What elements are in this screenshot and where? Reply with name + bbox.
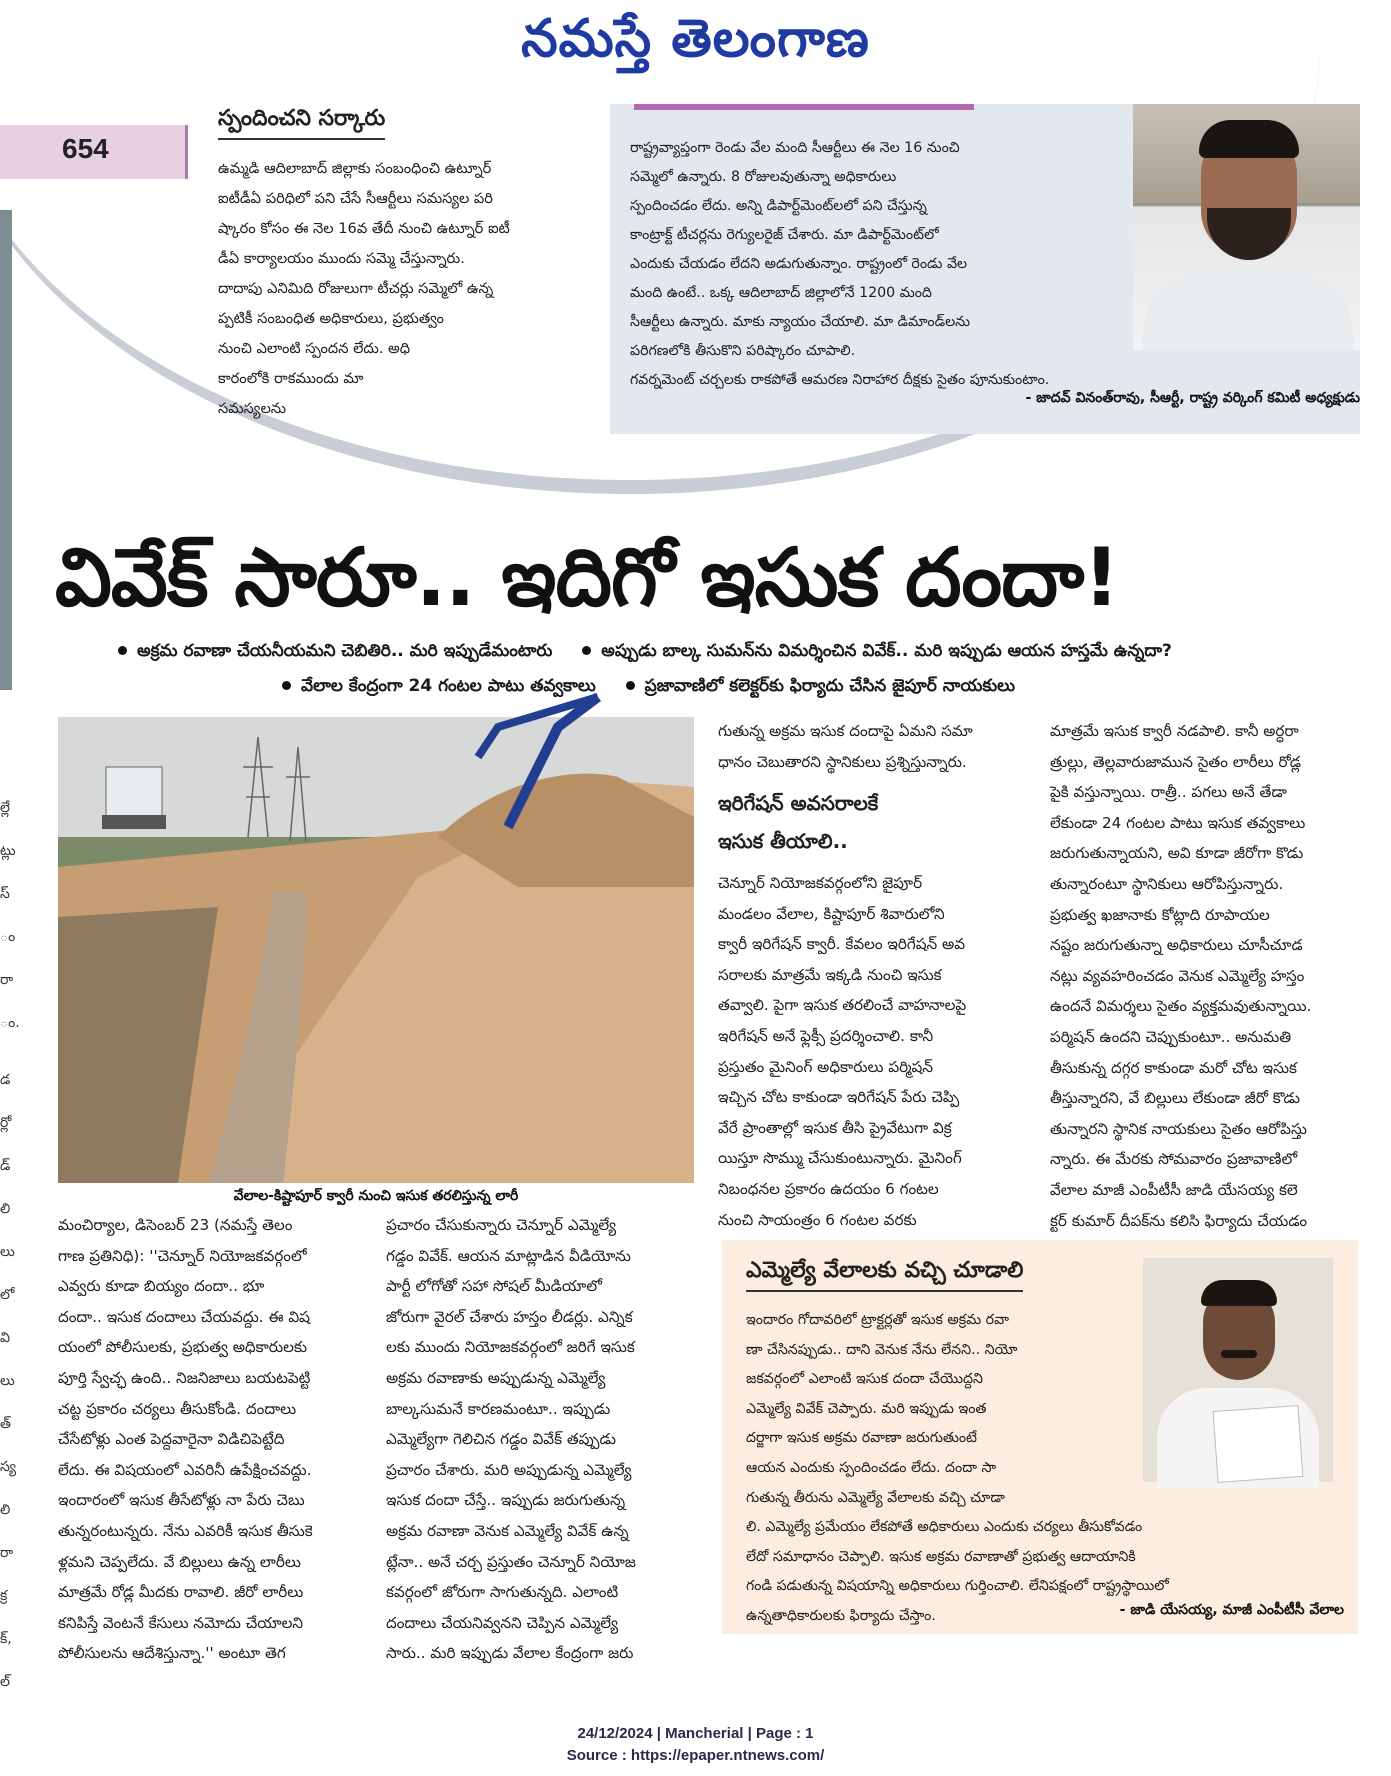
text-line: దర్జాగా ఇసుక అక్రమ రవాణా జరుగుతుంటే xyxy=(746,1430,978,1447)
text-line: గడ్డం వివేక్. ఆయన మాట్లాడిన వీడియోను xyxy=(386,1246,631,1265)
text-line: ఉమ్మడి ఆదిలాబాద్ జిల్లాకు సంబంధించి ఉట్నూర్ xyxy=(218,160,492,177)
subhead: వేలాల కేంద్రంగా 24 గంటల పాటు తవ్వకాలు xyxy=(301,676,596,696)
subheading-line-2: ఇసుక తీయాలి.. xyxy=(718,829,848,853)
bullet-icon xyxy=(118,646,127,655)
text-line: ప్రచారం చేసుకున్నారు చెన్నూర్ ఎమ్మెల్యే xyxy=(386,1216,617,1234)
sliver-glyph: ం. xyxy=(0,1015,20,1031)
text-line: ట్లేనా.. అనే చర్చ ప్రస్తుతం చెన్నూర్ నియోజ xyxy=(386,1552,636,1571)
text-line: సమస్యలను xyxy=(218,400,287,417)
text-line: కవర్గంలో జోరుగా సాగుతున్నది. ఎలాంటి xyxy=(386,1583,619,1602)
text-line: న్నారు. ఈ మేరకు సోమవారం ప్రజావాణిలో xyxy=(1050,1150,1298,1169)
text-line: దందాలు చేయనివ్వనని చెప్పిన ఎమ్మెల్యే xyxy=(386,1613,619,1632)
text-line: ఎవ్వరు కూడా బియ్యం దందా.. భూ xyxy=(58,1277,265,1296)
text-line: నుంచి సాయంత్రం 6 గంటల వరకు xyxy=(718,1210,917,1229)
text-line: చేసేటోళ్లు ఎంత పెద్దవారైనా విడిచిపెట్టేది xyxy=(58,1430,285,1449)
headline: వివేక్ సారూ.. ఇదిగో ఇసుక దందా! xyxy=(55,531,1119,624)
quote-attribution: - జాదవ్ వినంత్‌రావు, సీఆర్టీ, రాష్ట్ర వర్కింగ్ కమిటీ అధ్యక్షుడు xyxy=(1025,390,1360,406)
text-line: అక్రమ రవాణాకు అప్పుడున్న ఎమ్మెల్యే xyxy=(386,1368,606,1387)
quote-line: ఎందుకు చేయడం లేదని అడుగుతున్నాం. రాష్ట్రంలో రెండు వేల xyxy=(630,256,968,272)
text-line: యిస్తూ సొమ్ము చేసుకుంటున్నారు. మైనింగ్ xyxy=(718,1149,962,1168)
sliver-glyph: ల్లే xyxy=(0,800,10,816)
text-line: ఆయన ఎందుకు స్పందించడం లేదు. దందా సా xyxy=(746,1459,997,1476)
text-line: ఐటీడీఏ పరిధిలో పని చేసే సీఆర్టీలు సమస్యల పరి xyxy=(218,190,493,207)
sliver-glyph: త్ xyxy=(0,1416,11,1432)
text-line: మాత్రమే రోడ్ల మీదకు రావాలి. జీరో లారీలు xyxy=(58,1583,304,1602)
subhead: అక్రమ రవాణా చేయనీయమని చెబితిరి.. మరి ఇప్పుడేమంటారు xyxy=(137,641,553,661)
sliver-glyph: క్ర xyxy=(0,1588,8,1604)
sliver-glyph: లు xyxy=(0,1373,15,1389)
quote-body xyxy=(630,134,1135,395)
text-line: పోలీసులను ఆదేశిస్తున్నా.'' అంటూ తెగ xyxy=(58,1644,286,1663)
article-column-1 xyxy=(58,1210,364,1669)
sliver-glyph: ం xyxy=(0,929,16,945)
text-line: లి. ఎమ్మెల్యే ప్రమేయం లేకపోతే అధికారులు ఎందుకు చర్యలు తీసుకోవడం xyxy=(746,1519,1143,1536)
text-line: జరుగుతున్నాయని, అవి కూడా జీరోగా కొడు xyxy=(1050,844,1304,863)
text-line: ష్కారం కోసం ఈ నెల 16వ తేదీ నుంచి ఉట్నూర్ ఐటీ xyxy=(218,220,510,237)
quote-line: సీఆర్టీలు ఉన్నారు. మాకు న్యాయం చేయాలి. మా డిమాండ్‌లను xyxy=(630,314,971,330)
sand-quarry-photo xyxy=(58,717,694,1183)
quote-line: రాష్ట్రవ్యాప్తంగా రెండు వేల మంది సీఆర్టీలు ఈ నెల 16 నుంచి xyxy=(630,140,960,156)
adjacent-photo-sliver xyxy=(0,210,12,690)
quote-line: పరిగణలోకి తీసుకొని పరిష్కారం చూపాలి. xyxy=(630,343,856,359)
text-line: గండి పడుతున్న విషయాన్ని అధికారులు గుర్తించాలి. లేనిపక్షంలో రాష్ట్రస్థాయిలో xyxy=(746,1578,1169,1595)
adjacent-column-sliver xyxy=(0,780,20,1711)
footer-date-line: 24/12/2024 | Mancherial | Page : 1 xyxy=(577,1725,814,1742)
subhead-row-2 xyxy=(282,676,1015,700)
text-line: ణా చేసినప్పుడు.. దాని వెనుక నేను లేనని.. నియో xyxy=(746,1341,1018,1358)
text-line: మాత్రమే ఇసుక క్వారీ నడపాలి. కానీ అర్ధరా xyxy=(1050,722,1299,740)
sliver-glyph: స్య xyxy=(0,1459,17,1475)
subheading-line-1: ఇరిగేషన్ అవసరాలకే xyxy=(718,791,879,815)
text-line: దందా.. ఇసుక దందాలు చేయవద్దు. ఈ విష xyxy=(58,1307,310,1326)
text-line: ప్రచారం చేశారు. మరి అప్పుడున్న ఎమ్మెల్యే xyxy=(386,1460,632,1479)
page-number-tab xyxy=(0,125,188,179)
text-line: లేకుండా 24 గంటల పాటు ఇసుక తవ్వకాలు xyxy=(1050,813,1306,832)
article-column-3-top xyxy=(718,716,1024,777)
sliver-glyph: రా xyxy=(0,972,14,988)
text-line: పైకి వస్తున్నాయి. రాత్రీ.. పగలు అనే తేడా xyxy=(1050,783,1287,802)
sliver-glyph: లి xyxy=(0,1201,11,1217)
text-line: మండలం వేలాల, కిష్టాపూర్ శివారులోని xyxy=(718,904,945,923)
text-line: చట్ట ప్రకారం చర్యలు తీసుకోండి. దందాలు xyxy=(58,1399,297,1418)
text-line: గాణ ప్రతినిధి): ''చెన్నూర్ నియోజకవర్గంలో xyxy=(58,1246,307,1265)
masthead-logo: నమస్తే తెలంగాణ xyxy=(521,8,870,69)
text-line: ఇసుక దందా చేస్తే.. ఇప్పుడు జరుగుతున్న xyxy=(386,1491,626,1510)
text-line: క్టర్ కుమార్ దీపక్‌ను కలిసి ఫిర్యాదు చేయడం xyxy=(1050,1211,1308,1230)
text-line: వేరే ప్రాంతాల్లో ఇసుక తీసి ప్రైవేటుగా విక్ర xyxy=(718,1118,952,1137)
text-line: కారంలోకి రాకముందు మా xyxy=(218,370,364,387)
text-line: ప్రస్తుతం మైనింగ్ అధికారులు పర్మిషన్ xyxy=(718,1057,933,1076)
text-line: తున్నారని స్థానిక నాయకులు సైతం ఆరోపిస్తు xyxy=(1050,1119,1307,1138)
text-line: ఇందారం గోదావరిలో ట్రాక్టర్లతో ఇసుక అక్రమ రవా xyxy=(746,1312,1009,1328)
text-line: యంలో పోలీసులకు, ప్రభుత్వ అధికారులకు xyxy=(58,1338,308,1357)
text-line: ఇరిగేషన్ అనే ఫ్లెక్సీ ప్రదర్శించాలి. కానీ xyxy=(718,1026,934,1045)
text-line: జకవర్గంలో ఎలాంటి ఇసుక దందా చేయొద్దని xyxy=(746,1371,983,1388)
quote-line: మంది ఉంటే.. ఒక్క ఆదిలాబాద్ జిల్లాలోనే 1200 మంది xyxy=(630,285,932,301)
text-line: ఉన్నతాధికారులకు ఫిర్యాదు చేస్తాం. xyxy=(746,1607,936,1624)
sliver-glyph: రా xyxy=(0,1545,14,1561)
text-line: సరాలకు మాత్రమే ఇక్కడి నుంచి ఇసుక xyxy=(718,965,942,984)
article-column-4 xyxy=(1050,716,1356,1267)
bullet-icon xyxy=(626,681,635,690)
quote-panel-header-bar xyxy=(634,104,974,110)
text-line: ఉందనే విమర్శలు సైతం వ్యక్తమవుతున్నాయి. xyxy=(1050,997,1312,1016)
text-line: గుతున్న తీరును ఎమ్మెల్యే వేలాలకు వచ్చి చూడా xyxy=(746,1489,1005,1506)
subhead: అప్పుడు బాల్క సుమన్‌ను విమర్శించిన వివేక్.. మరి ఇప్పుడు ఆయన హస్తమే ఉన్నదా? xyxy=(601,641,1172,661)
article-column-3 xyxy=(718,868,1024,1235)
text-line: ఎమ్మెల్యేగా గెలిచిన గడ్డం వివేక్ తప్పుడు xyxy=(386,1430,616,1449)
text-line: గుతున్న అక్రమ ఇసుక దందాపై ఏమని సమా xyxy=(718,722,973,740)
text-line: తవ్వాలి. పైగా ఇసుక తరలించే వాహనాలపై xyxy=(718,996,967,1015)
section-heading: స్పందించని సర్కారు xyxy=(218,106,385,140)
sliver-glyph: క్, xyxy=(0,1631,12,1647)
text-line: వేలాల మాజీ ఎంపీటీసీ జాడి యేసయ్య కలె xyxy=(1050,1180,1298,1199)
text-line: తీస్తున్నారని, వే బిల్లులు లేకుండా జీరో కొడు xyxy=(1050,1089,1300,1108)
quote-line: గవర్నమెంట్ చర్చలకు రాకపోతే ఆమరణ నిరాహార దీక్షకు సైతం పూనుకుంటాం. xyxy=(630,372,1050,388)
article-body xyxy=(218,154,578,424)
sliver-glyph: లో xyxy=(0,1287,15,1303)
sliver-glyph: లి xyxy=(0,1502,11,1518)
photo-caption: వేలాల-కిష్టాపూర్ క్వారీ నుంచి ఇసుక తరలిస్తున్న లారీ xyxy=(233,1188,519,1204)
page-number: 654 xyxy=(62,133,109,164)
sand-quarry-illustration xyxy=(58,717,694,1183)
bullet-icon xyxy=(582,646,591,655)
text-line: పర్మిషన్ ఉందని చెప్పుకుంటూ.. అనుమతి xyxy=(1050,1027,1292,1046)
text-line: నట్లు వ్యవహరించడం వెనుక ఎమ్మెల్యే హస్తం xyxy=(1050,966,1305,985)
text-line: తీసుకున్న దగ్గర కాకుండా మరో చోట ఇసుక xyxy=(1050,1058,1297,1077)
text-line: కనిపిస్తే వెంటనే కేసులు నమోదు చేయాలని xyxy=(58,1613,304,1632)
text-line: లేదు. ఈ విషయంలో ఎవరినీ ఉపేక్షించవద్దు. xyxy=(58,1460,312,1479)
footer-source-line: Source : https://epaper.ntnews.com/ xyxy=(566,1747,825,1764)
sliver-glyph: ర్లో xyxy=(0,1115,12,1131)
sliver-glyph: ట్లు xyxy=(0,843,16,859)
text-line: ప్పటికీ సంబంధిత అధికారులు, ప్రభుత్వం xyxy=(218,310,444,327)
text-line: సారు.. మరి ఇప్పుడు వేలాల కేంద్రంగా జరు xyxy=(386,1644,634,1663)
text-line: తున్నరంటున్నరు. నేను ఎవరికీ ఇసుక తీసుకె xyxy=(58,1521,313,1540)
side-box-attribution: - జాడి యేసయ్య, మాజీ ఎంపీటీసీ వేలాల xyxy=(1119,1602,1344,1618)
top-left-article xyxy=(218,106,578,424)
text-line: నిబంధనల ప్రకారం ఉదయం 6 గంటల xyxy=(718,1179,939,1198)
text-line: పార్టీ లోగోతో సహా సోషల్ మీడియాలో xyxy=(386,1277,602,1296)
text-line: త్రుల్లు, తెల్లవారుజామున సైతం లారీలు రోడ్ల xyxy=(1050,752,1301,771)
quote-line: స్పందించడం లేదు. అన్ని డిపార్ట్‌మెంట్‌లలో పని చేస్తున్న xyxy=(630,198,927,214)
text-line: పూర్తి స్వేచ్ఛ ఉంది.. నిజనిజాలు బయటపెట్టి xyxy=(58,1368,311,1387)
bullet-icon xyxy=(282,681,291,690)
sliver-glyph: ల్ xyxy=(0,1674,10,1690)
quoted-person-2-photo xyxy=(1143,1258,1333,1482)
text-line: లకు ముందు నియోజకవర్గంలో జరిగే ఇసుక xyxy=(386,1338,635,1357)
sliver-glyph: వి xyxy=(0,1330,10,1346)
text-line: ఇచ్చిన చోట కాకుండా ఇరిగేషన్ పేరు చెప్పి xyxy=(718,1088,960,1107)
text-line: తున్నారంటూ స్థానికులు ఆరోపిస్తున్నారు. xyxy=(1050,874,1284,893)
sliver-glyph: డ్ xyxy=(0,1158,11,1174)
quoted-person-photo xyxy=(1133,104,1360,350)
text-line: ఇందారంలో ఇసుక తీసేటోళ్లు నా పేరు చెబు xyxy=(58,1491,305,1510)
text-line: చెన్నూర్ నియోజకవర్గంలోని జైపూర్ xyxy=(718,874,923,892)
side-box-heading: ఎమ్మెల్యే వేలాలకు వచ్చి చూడాలి xyxy=(746,1258,1023,1292)
text-line: మంచిర్యాల, డిసెంబర్ 23 (నమస్తే తెలం xyxy=(58,1216,293,1234)
text-line: నష్టం జరుగుతున్నా అధికారులు చూసీచూడ xyxy=(1050,936,1303,955)
text-line: దాదాపు ఎనిమిది రోజులుగా టీచర్లు సమ్మెలో ఉన్న xyxy=(218,280,494,297)
text-line: జోరుగా వైరల్ చేశారు హస్తం లీడర్లు. ఎన్నిక xyxy=(386,1307,633,1326)
quote-line: సమ్మెలో ఉన్నారు. 8 రోజులవుతున్నా అధికారులు xyxy=(630,169,897,185)
text-line: లేదో సమాధానం చెప్పాలి. ఇసుక అక్రమ రవాణాతో ప్రభుత్వ ఆదాయానికి xyxy=(746,1548,1136,1565)
sliver-glyph: డ xyxy=(0,1072,11,1088)
text-line: ళ్లమని చెప్పలేదు. వే బిల్లులు ఉన్న లారీలు xyxy=(58,1552,301,1571)
text-line: నుంచి ఎలాంటి స్పందన లేదు. అధి xyxy=(218,340,411,357)
irrigation-subheading xyxy=(718,784,1024,860)
text-line: బాల్కసుమనే కారణమంటూ.. ఇప్పుడు xyxy=(386,1399,611,1418)
page-footer xyxy=(0,1723,1391,1767)
text-line: ప్రభుత్వ ఖజానాకు కోట్లాది రూపాయల xyxy=(1050,905,1270,924)
text-line: ధానం చెబుతారని స్థానికులు ప్రశ్నిస్తున్నారు. xyxy=(718,752,967,771)
text-line: డీఏ కార్యాలయం ముందు సమ్మె చేస్తున్నారు. xyxy=(218,250,465,267)
sliver-glyph: లు xyxy=(0,1244,15,1260)
quote-line: కాంట్రాక్ట్ టీచర్లను రెగ్యులరైజ్ చేశారు. మా డిపార్ట్‌మెంట్‌లో xyxy=(630,227,939,243)
sliver-glyph: స్ xyxy=(0,886,10,902)
subhead-row-1 xyxy=(118,641,1172,665)
article-column-2 xyxy=(386,1210,694,1669)
text-line: ఎమ్మెల్యే వివేక్ చెప్పారు. మరి ఇప్పుడు ఇంత xyxy=(746,1400,987,1417)
text-line: అక్రమ రవాణా వెనుక ఎమ్మెల్యే వివేక్ ఉన్న xyxy=(386,1521,629,1540)
subhead: ప్రజావాణిలో కలెక్టర్‌కు ఫిర్యాదు చేసిన జైపూర్ నాయకులు xyxy=(644,676,1016,696)
text-line: క్వారీ ఇరిగేషన్ క్వారీ. కేవలం ఇరిగేషన్ అవ xyxy=(718,935,965,954)
